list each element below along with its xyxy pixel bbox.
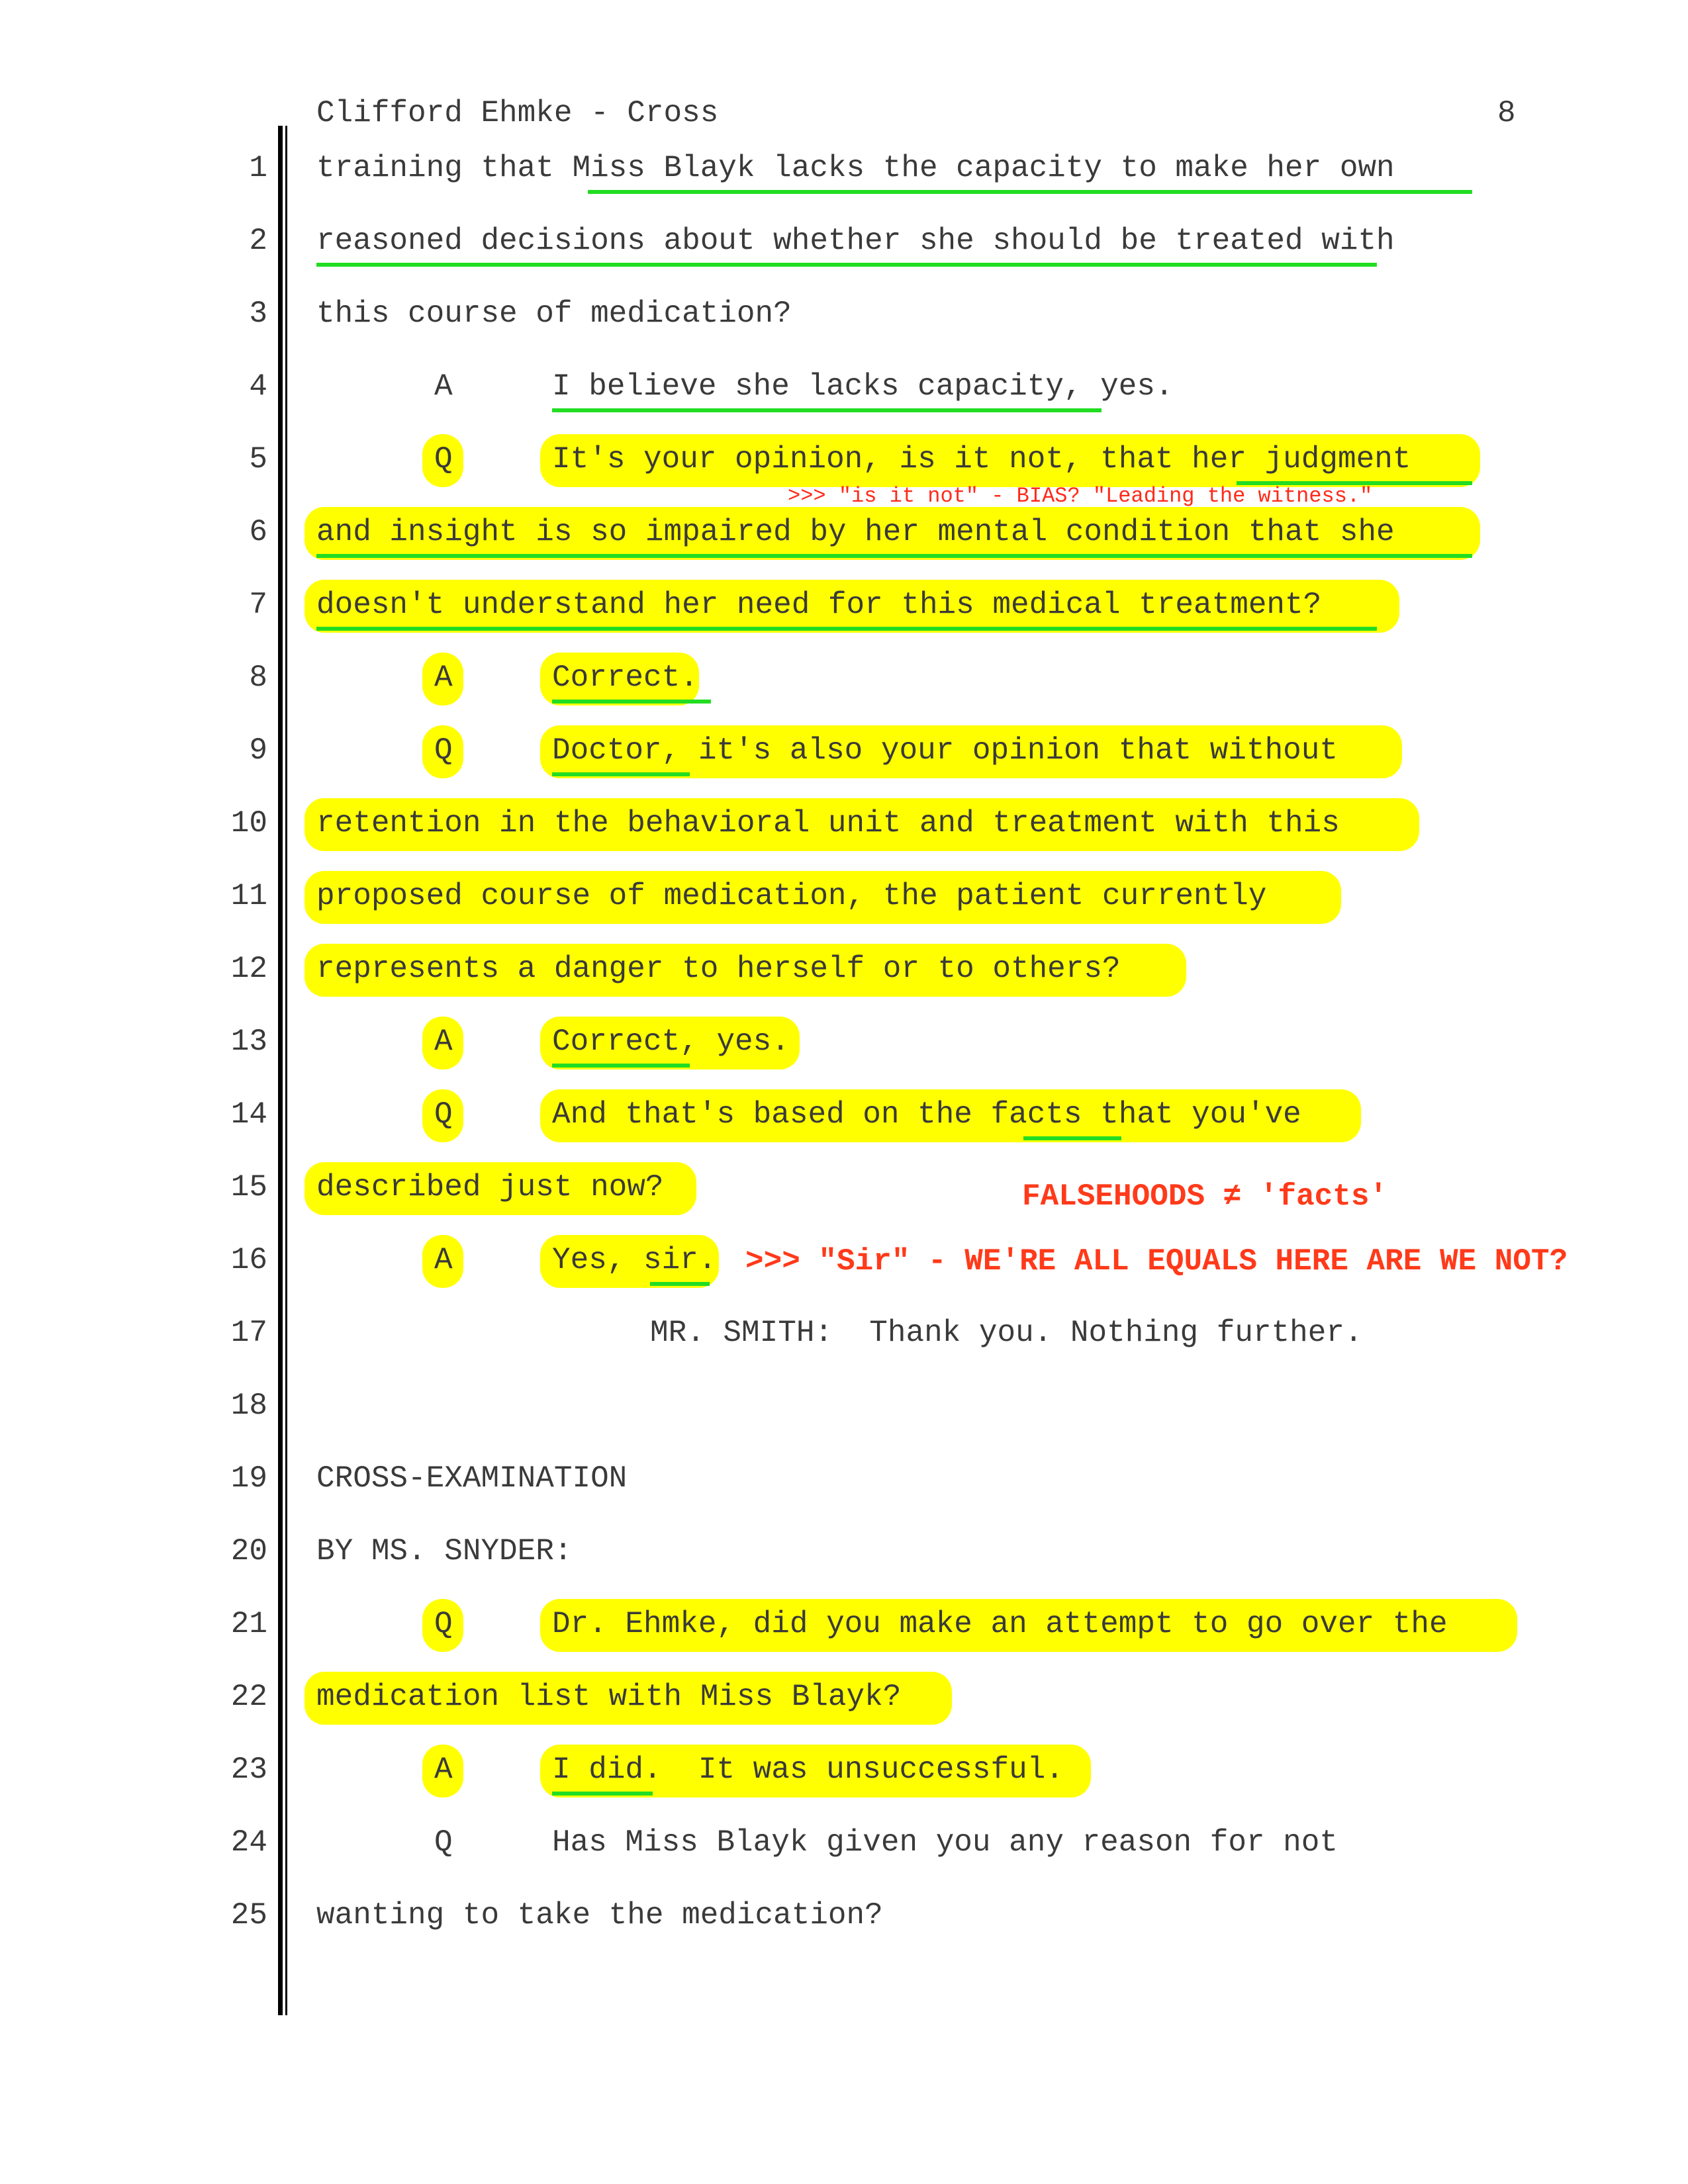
- transcript-line-6: and insight is so impaired by her mental condition that she: [316, 515, 1395, 549]
- speaker-label: A: [434, 1752, 453, 1787]
- speaker-label: Q: [434, 442, 453, 477]
- line-number: 16: [230, 1243, 267, 1277]
- line-number: 4: [249, 369, 267, 404]
- speaker-label: Q: [434, 1097, 453, 1132]
- speaker-label: A: [434, 1024, 453, 1059]
- speaker-label: Q: [434, 1607, 453, 1641]
- line-number: 14: [230, 1097, 267, 1132]
- line-number: 22: [230, 1680, 267, 1714]
- speaker-label: Q: [434, 733, 453, 768]
- annotation-leading-witness: >>> "is it not" - BIAS? "Leading the witness.": [788, 484, 1373, 508]
- line-number: 11: [230, 879, 267, 913]
- speaker-label: Q: [434, 1825, 453, 1860]
- line-number: 18: [230, 1388, 267, 1423]
- underline-mark: [316, 554, 1472, 558]
- margin-rule: [285, 126, 287, 2015]
- underline-mark: [552, 772, 690, 776]
- page-header-title: Clifford Ehmke - Cross: [316, 96, 719, 130]
- line-number: 13: [230, 1024, 267, 1059]
- line-number: 7: [249, 588, 267, 622]
- transcript-line-4: I believe she lacks capacity, yes.: [552, 369, 1174, 404]
- transcript-line-22: medication list with Miss Blayk?: [316, 1680, 902, 1714]
- line-number: 8: [249, 660, 267, 695]
- underline-mark: [316, 263, 1377, 267]
- speaker-label: A: [434, 1243, 453, 1277]
- underline-mark: [552, 700, 711, 704]
- transcript-line-13: Correct, yes.: [552, 1024, 790, 1059]
- line-number: 2: [249, 224, 267, 258]
- underline-mark: [552, 408, 1102, 412]
- speaker-label: A: [434, 660, 453, 695]
- page-number: 8: [1497, 96, 1516, 130]
- speaker-label: A: [434, 369, 453, 404]
- transcript-line-11: proposed course of medication, the patient currently: [316, 879, 1267, 913]
- line-number: 20: [230, 1534, 267, 1569]
- transcript-line-21: Dr. Ehmke, did you make an attempt to go over the: [552, 1607, 1448, 1641]
- transcript-line-7: doesn't understand her need for this medical treatment?: [316, 588, 1322, 622]
- transcript-line-24: Has Miss Blayk given you any reason for not: [552, 1825, 1338, 1860]
- line-number: 12: [230, 952, 267, 986]
- underline-mark: [588, 190, 1472, 194]
- line-number: 15: [230, 1170, 267, 1205]
- line-number: 3: [249, 296, 267, 331]
- annotation-sir: >>> "Sir" - WE'RE ALL EQUALS HERE ARE WE NOT?: [745, 1244, 1568, 1279]
- annotation-falsehoods: FALSEHOODS ≠ 'facts': [1022, 1179, 1388, 1214]
- transcript-line-15: described just now?: [316, 1170, 664, 1205]
- transcript-line-2: reasoned decisions about whether she should be treated with: [316, 224, 1395, 258]
- underline-mark: [650, 1282, 710, 1286]
- examiner-line: BY MS. SNYDER:: [316, 1534, 573, 1569]
- transcript-line-16: Yes, sir.: [552, 1243, 717, 1277]
- transcript-line-8: Correct.: [552, 660, 698, 695]
- line-number: 24: [230, 1825, 267, 1860]
- line-number: 23: [230, 1752, 267, 1787]
- transcript-line-3: this course of medication?: [316, 296, 792, 331]
- section-heading: CROSS-EXAMINATION: [316, 1461, 628, 1496]
- line-number: 6: [249, 515, 267, 549]
- transcript-line-23: I did. It was unsuccessful.: [552, 1752, 1064, 1787]
- transcript-line-12: represents a danger to herself or to others?: [316, 952, 1121, 986]
- transcript-line-9: Doctor, it's also your opinion that without: [552, 733, 1338, 768]
- underline-mark: [1023, 1136, 1121, 1140]
- line-number: 21: [230, 1607, 267, 1641]
- line-number: 9: [249, 733, 267, 768]
- line-number: 25: [230, 1898, 267, 1933]
- transcript-line-10: retention in the behavioral unit and treatment with this: [316, 806, 1340, 841]
- underline-mark: [552, 1064, 690, 1068]
- margin-rule: [278, 126, 283, 2015]
- transcript-line-5: It's your opinion, is it not, that her judgment: [552, 442, 1411, 477]
- line-number: 10: [230, 806, 267, 841]
- transcript-line-25: wanting to take the medication?: [316, 1898, 883, 1933]
- underline-mark: [316, 627, 1377, 631]
- transcript-line-1: training that Miss Blayk lacks the capacity to make her own: [316, 151, 1395, 185]
- line-number: 17: [230, 1316, 267, 1350]
- transcript-line-14: And that's based on the facts that you've: [552, 1097, 1301, 1132]
- underline-mark: [552, 1792, 653, 1796]
- line-number: 5: [249, 442, 267, 477]
- line-number: 19: [230, 1461, 267, 1496]
- line-number: 1: [249, 151, 267, 185]
- transcript-line-17: MR. SMITH: Thank you. Nothing further.: [650, 1316, 1363, 1350]
